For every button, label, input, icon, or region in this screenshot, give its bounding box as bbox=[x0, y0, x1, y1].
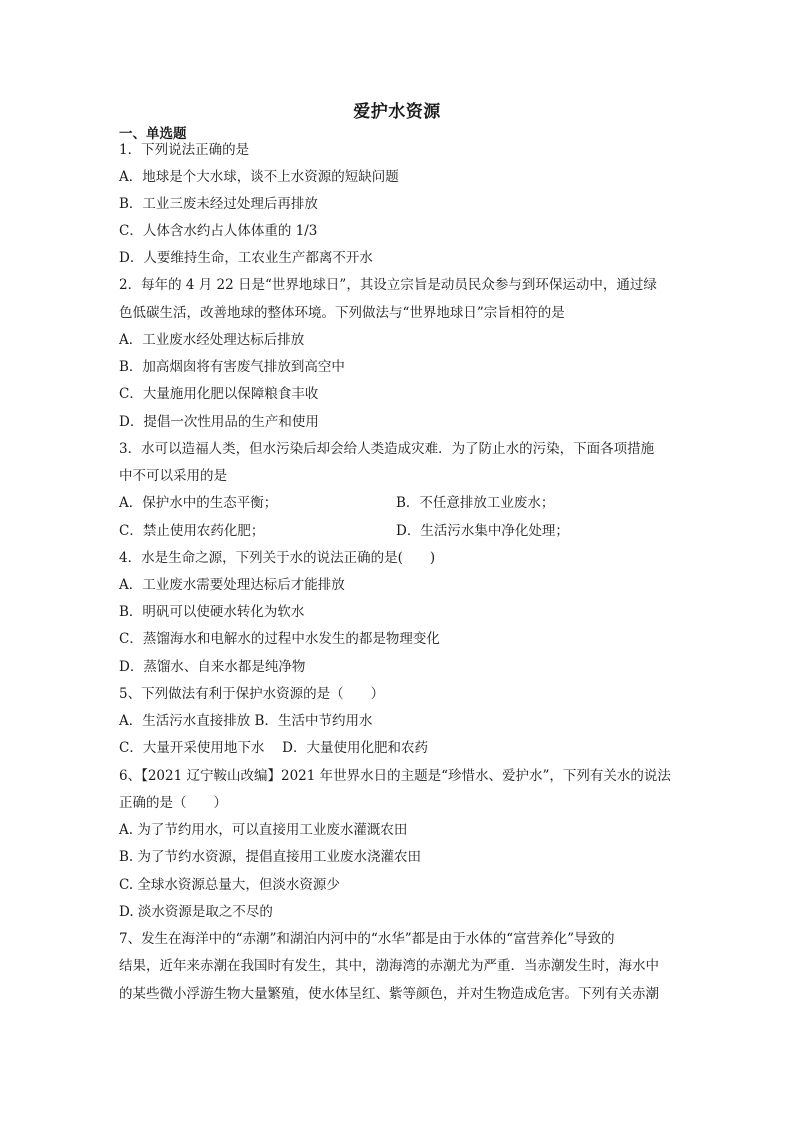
page-title: 爱护水资源 bbox=[353, 102, 441, 122]
q1-stem: 1．下列说法正确的是 bbox=[119, 142, 250, 158]
q6-option-a: A. 为了节约用水，可以直接用工业废水灌溉农田 bbox=[119, 822, 408, 838]
q2-option-b: B．加高烟囱将有害废气排放到高空中 bbox=[119, 359, 345, 375]
q3-option-a: A．保护水中的生态平衡； bbox=[119, 495, 278, 511]
q2-stem-line1: 2．每年的 4 月 22 日是“世界地球日”，其设立宗旨是动员民众参与到环保运动中，通过绿 bbox=[119, 277, 657, 293]
q3-stem-line2: 中不可以采用的是 bbox=[119, 468, 227, 484]
q1-option-b: B．工业三废未经过处理后再排放 bbox=[119, 196, 318, 212]
q4-option-a: A．工业废水需要处理达标后才能排放 bbox=[119, 577, 345, 593]
q3-option-c: C．禁止使用农药化肥； bbox=[119, 523, 265, 539]
q7-stem-line2: 结果，近年来赤潮在我国时有发生，其中，渤海湾的赤潮尤为严重．当赤潮发生时，海水中 bbox=[119, 958, 659, 974]
q1-option-a: A．地球是个大水球，谈不上水资源的短缺问题 bbox=[119, 169, 399, 185]
q3-stem-line1: 3．水可以造福人类，但水污染后却会给人类造成灾难．为了防止水的污染，下面各项措施 bbox=[119, 441, 655, 457]
q6-stem-line2: 正确的是（ ） bbox=[119, 795, 227, 811]
q5-options-cd: C．大量开采使用地下水 D．大量使用化肥和农药 bbox=[119, 740, 428, 756]
q6-option-d: D. 淡水资源是取之不尽的 bbox=[119, 904, 273, 920]
q4-option-b: B．明矾可以使硬水转化为软水 bbox=[119, 604, 305, 620]
q4-option-c: C．蒸馏海水和电解水的过程中水发生的都是物理变化 bbox=[119, 631, 440, 647]
q2-option-d: D．提倡一次性用品的生产和使用 bbox=[119, 414, 319, 430]
section-heading: 一、单选题 bbox=[119, 126, 187, 142]
q5-options-ab: A．生活污水直接排放 B．生活中节约用水 bbox=[119, 713, 373, 729]
q6-option-c: C. 全球水资源总量大，但淡水资源少 bbox=[119, 877, 340, 893]
q2-stem-line2: 色低碳生活，改善地球的整体环境。下列做法与“世界地球日”宗旨相符的是 bbox=[119, 305, 565, 321]
q4-stem: 4．水是生命之源，下列关于水的说法正确的是( ) bbox=[119, 550, 436, 566]
q6-stem-line1: 6、【2021 辽宁鞍山改编】2021 年世界水日的主题是“珍惜水、爱护水”，下列有关水的说法 bbox=[119, 768, 671, 784]
q4-option-d: D．蒸馏水、自来水都是纯净物 bbox=[119, 659, 306, 675]
q6-option-b: B. 为了节约水资源，提倡直接用工业废水浇灌农田 bbox=[119, 849, 422, 865]
q2-option-c: C．大量施用化肥以保障粮食丰收 bbox=[119, 386, 319, 402]
q1-option-c: C．人体含水约占人体体重的 1/3 bbox=[119, 223, 318, 239]
q2-option-a: A．工业废水经处理达标后排放 bbox=[119, 332, 305, 348]
q7-stem-line3: 的某些微小浮游生物大量繁殖，使水体呈红、紫等颜色，并对生物造成危害。下列有关赤潮 bbox=[119, 986, 659, 1002]
q1-option-d: D．人要维持生命，工农业生产都离不开水 bbox=[119, 250, 373, 266]
q3-option-b: B．不任意排放工业废水； bbox=[396, 495, 555, 511]
q5-stem: 5、下列做法有利于保护水资源的是（ ） bbox=[119, 686, 385, 702]
q3-option-d: D．生活污水集中净化处理； bbox=[396, 523, 569, 539]
q7-stem-line1: 7、发生在海洋中的“赤潮”和湖泊内河中的“水华”都是由于水体的“富营养化”导致的 bbox=[119, 931, 615, 947]
